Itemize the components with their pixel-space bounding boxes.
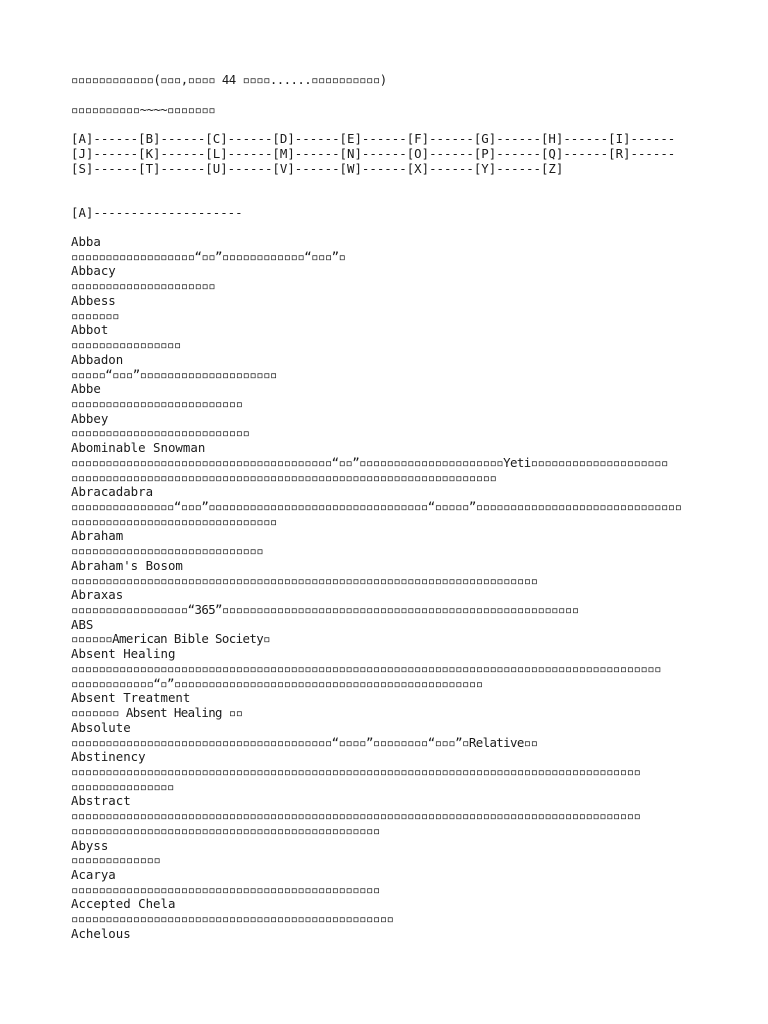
glossary-definition: ▫▫▫▫▫▫▫▫▫▫▫▫▫▫▫▫▫▫▫▫▫▫▫▫▫▫▫▫▫▫▫▫▫▫▫▫▫▫▫▫▫▫▫▫▫▫▫▫▫▫▫▫▫▫▫▫▫▫▫▫▫▫ [71,469,497,485]
glossary-term: Abbacy [71,263,116,279]
glossary-term: Abominable Snowman [71,440,206,456]
section-heading-a: [A]-------------------- [71,205,243,220]
glossary-term: Abbey [71,410,109,426]
glossary-definition: ▫▫▫▫▫▫▫▫▫▫▫▫▫▫▫▫▫▫▫▫▫▫▫▫▫▫▫▫▫▫▫▫▫▫▫▫▫▫▫▫▫▫▫▫▫▫▫▫▫▫▫▫▫▫▫▫▫▫▫▫▫▫▫▫▫▫▫▫ [71,572,538,588]
glossary-definition: ▫▫▫▫▫▫▫▫▫▫▫▫▫▫▫▫▫▫▫▫▫▫▫▫▫▫▫▫▫▫▫▫▫▫▫▫▫▫“▫▫”▫▫▫▫▫▫▫▫▫▫▫▫▫▫▫▫▫▫▫▫▫Yeti▫▫▫▫▫▫▫▫▫▫▫▫▫▫▫▫▫▫▫▫ [71,454,668,470]
glossary-definition: ▫▫▫▫▫▫▫ [71,307,120,323]
glossary-definition: ▫▫▫▫▫▫▫▫▫▫▫▫▫▫▫▫▫▫▫▫▫▫▫▫▫▫▫▫▫▫▫▫▫▫▫▫▫▫▫▫▫▫▫▫▫▫▫▫▫▫▫▫▫▫▫▫▫▫▫▫▫▫▫▫▫▫▫▫▫▫▫▫▫▫▫▫▫▫▫▫▫▫▫ [71,808,641,824]
glossary-term: Abracadabra [71,484,154,500]
glossary-definition: ▫▫▫▫▫▫▫▫▫▫▫▫▫▫▫▫▫▫▫▫▫▫▫▫▫▫▫▫ [71,543,264,559]
glossary-definition: ▫▫▫▫▫▫▫▫▫▫▫▫▫▫▫▫ [71,337,181,352]
glossary-term: Absolute [71,719,131,735]
glossary-definition: ▫▫▫▫▫“▫▫▫”▫▫▫▫▫▫▫▫▫▫▫▫▫▫▫▫▫▫▫▫ [71,366,277,382]
document-subtitle-line: ▫▫▫▫▫▫▫▫▫▫~~~~▫▫▫▫▫▫▫ [71,102,216,117]
glossary-definition: ▫▫▫▫▫▫▫▫▫▫▫▫▫▫▫▫▫▫▫▫▫▫▫▫▫▫ [71,425,250,441]
glossary-definition: ▫▫▫▫▫▫▫▫▫▫▫▫▫ [71,852,161,868]
glossary-term: ABS [71,616,94,632]
document-title-line: ▫▫▫▫▫▫▫▫▫▫▫▫(▫▫▫,▫▫▫▫ 44 ▫▫▫▫......▫▫▫▫▫▫▫▫▫▫) [71,72,387,87]
glossary-definition: ▫▫▫▫▫▫▫▫▫▫▫▫▫▫▫▫▫▫▫▫▫▫▫▫▫▫▫▫▫▫▫▫▫▫▫▫▫▫▫▫▫▫▫▫▫▫▫▫▫▫▫▫▫▫▫▫▫▫▫▫▫▫▫▫▫▫▫▫▫▫▫▫▫▫▫▫▫▫▫▫▫▫▫ [71,763,641,779]
glossary-definition: ▫▫▫▫▫▫▫▫▫▫▫▫▫▫▫▫▫▫“▫▫”▫▫▫▫▫▫▫▫▫▫▫▫“▫▫▫”▫ [71,248,346,264]
glossary-term: Abbe [71,381,101,397]
glossary-term: Accepted Chela [71,896,176,912]
glossary-term: Achelous [71,925,131,941]
glossary-term: Abstract [71,793,131,809]
glossary-term: Abraham [71,528,124,544]
glossary-definition: ▫▫▫▫▫▫▫▫▫▫▫▫▫▫▫▫▫▫▫▫▫▫▫▫▫ [71,395,243,411]
glossary-definition: ▫▫▫▫▫▫▫▫▫▫▫▫▫▫▫ [71,778,174,794]
glossary-term: Abstinency [71,749,146,765]
glossary-definition: ▫▫▫▫▫▫▫▫▫▫▫▫▫▫▫“▫▫▫”▫▫▫▫▫▫▫▫▫▫▫▫▫▫▫▫▫▫▫▫▫▫▫▫▫▫▫▫▫▫▫▫“▫▫▫▫▫”▫▫▫▫▫▫▫▫▫▫▫▫▫▫▫▫▫▫▫▫▫▫▫▫▫▫▫▫▫▫ [71,499,682,514]
glossary-definition: ▫▫▫▫▫▫▫▫▫▫▫▫▫▫▫▫▫▫▫▫▫▫▫▫▫▫▫▫▫▫▫▫▫▫▫▫▫▫▫▫▫▫▫▫▫▫▫ [71,911,394,927]
glossary-definition: ▫▫▫▫▫▫▫ Absent Healing ▫▫ [71,705,243,720]
glossary-definition: ▫▫▫▫▫▫▫▫▫▫▫▫▫▫▫▫▫“365”▫▫▫▫▫▫▫▫▫▫▫▫▫▫▫▫▫▫▫▫▫▫▫▫▫▫▫▫▫▫▫▫▫▫▫▫▫▫▫▫▫▫▫▫▫▫▫▫▫▫▫▫ [71,602,579,617]
glossary-term: Abbot [71,322,109,338]
glossary-definition: ▫▫▫▫▫▫▫▫▫▫▫▫▫▫▫▫▫▫▫▫▫▫▫▫▫▫▫▫▫▫▫▫▫▫▫▫▫▫▫▫▫▫▫▫▫ [71,822,380,838]
glossary-term: Abraham's Bosom [71,557,183,573]
glossary-term: Acarya [71,867,116,882]
glossary-definition: ▫▫▫▫▫▫▫▫▫▫▫▫▫▫▫▫▫▫▫▫▫▫▫▫▫▫▫▫▫▫▫▫▫▫▫▫▫▫“▫▫▫▫”▫▫▫▫▫▫▫▫“▫▫▫”▫Relative▫▫ [71,734,538,750]
glossary-term: Abbadon [71,351,124,367]
glossary-term: Abbess [71,292,116,308]
alphabet-index-row-2[interactable]: [J]------[K]------[L]------[M]------[N]------[O]------[P]------[Q]------[R]------ [71,146,676,161]
glossary-definition: ▫▫▫▫▫▫American Bible Society▫ [71,631,270,647]
glossary-definition: ▫▫▫▫▫▫▫▫▫▫▫▫▫▫▫▫▫▫▫▫▫▫▫▫▫▫▫▫▫▫ [71,513,277,529]
glossary-definition: ▫▫▫▫▫▫▫▫▫▫▫▫“▫”▫▫▫▫▫▫▫▫▫▫▫▫▫▫▫▫▫▫▫▫▫▫▫▫▫▫▫▫▫▫▫▫▫▫▫▫▫▫▫▫▫▫▫▫▫ [71,675,483,691]
glossary-term: Abba [71,234,101,249]
alphabet-index-row-1[interactable]: [A]------[B]------[C]------[D]------[E]------[F]------[G]------[H]------[I]------ [71,131,676,146]
glossary-term: Absent Treatment [71,690,191,706]
glossary-term: Abraxas [71,587,124,603]
alphabet-index-row-3[interactable]: [S]------[T]------[U]------[V]------[W]------[X]------[Y]------[Z] [71,161,564,176]
glossary-definition: ▫▫▫▫▫▫▫▫▫▫▫▫▫▫▫▫▫▫▫▫▫ [71,278,216,294]
glossary-definition: ▫▫▫▫▫▫▫▫▫▫▫▫▫▫▫▫▫▫▫▫▫▫▫▫▫▫▫▫▫▫▫▫▫▫▫▫▫▫▫▫▫▫▫▫▫▫▫▫▫▫▫▫▫▫▫▫▫▫▫▫▫▫▫▫▫▫▫▫▫▫▫▫▫▫▫▫▫▫▫▫▫▫▫▫▫▫ [71,660,661,676]
glossary-term: Absent Healing [71,646,176,662]
glossary-definition: ▫▫▫▫▫▫▫▫▫▫▫▫▫▫▫▫▫▫▫▫▫▫▫▫▫▫▫▫▫▫▫▫▫▫▫▫▫▫▫▫▫▫▫▫▫ [71,881,380,897]
glossary-term: Abyss [71,837,109,853]
